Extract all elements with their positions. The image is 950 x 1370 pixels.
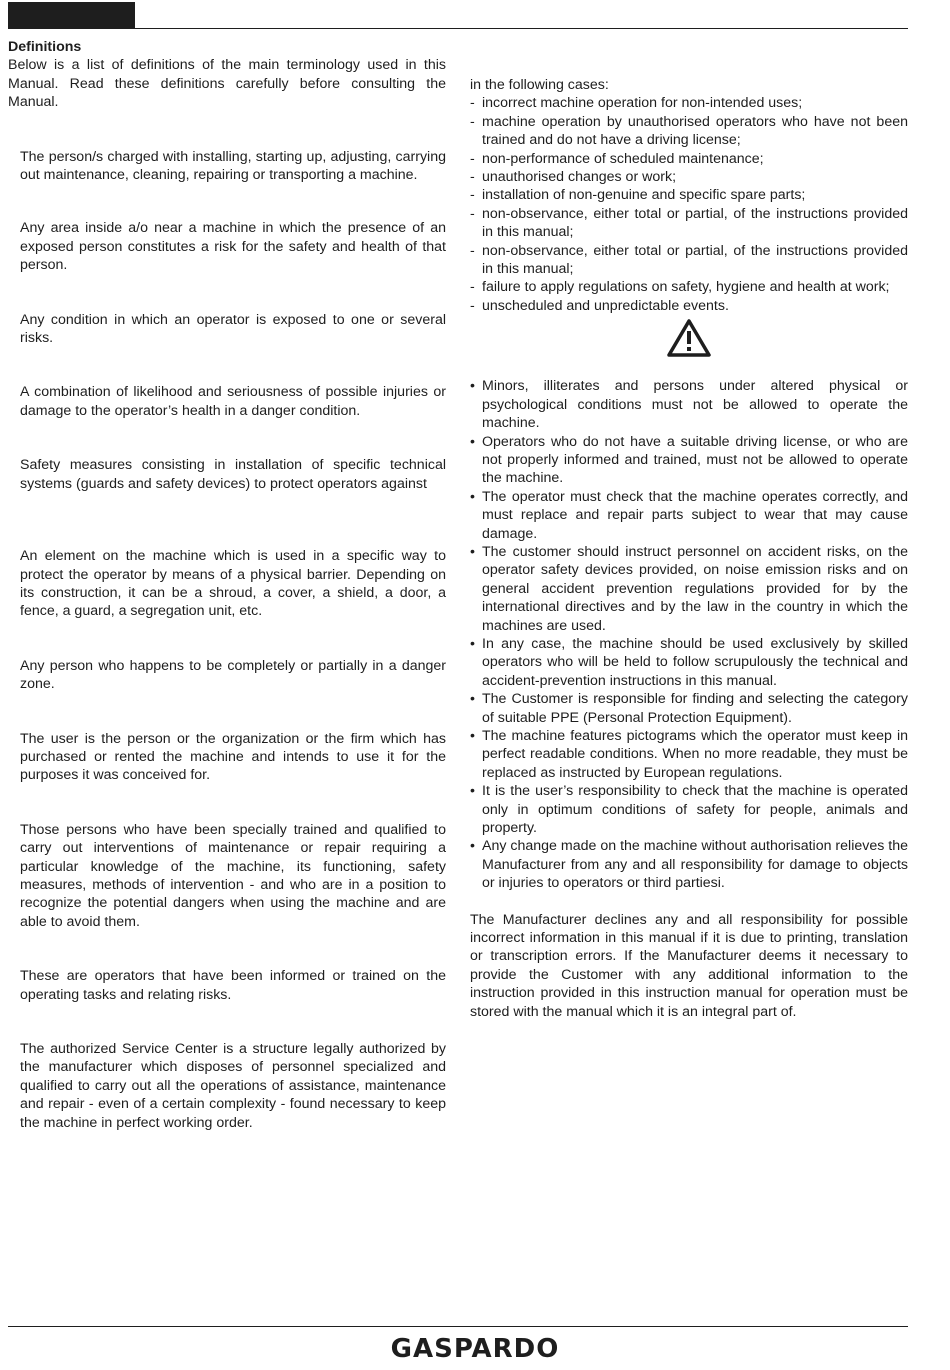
list-item: • The machine features pictograms which the operator must keep in perfect readable conditions. When no more readable, they must be replaced as instructed by European regulations. [470, 727, 908, 782]
list-item: - machine operation by unauthorised operators who have not been trained and do not have a driving license; [470, 113, 908, 150]
list-item: • The Customer is responsible for finding and selecting the category of suitable PPE (Personal Protection Equipment). [470, 690, 908, 727]
list-item: • It is the user’s responsibility to check that the machine is operated only in optimum conditions of safety for people, animals and property. [470, 782, 908, 837]
header-tab [8, 2, 135, 28]
list-item: - incorrect machine operation for non-intended uses; [470, 94, 908, 112]
definition-item: A combination of likelihood and seriousness of possible injuries or damage to the operator’s health in a danger condition. [20, 384, 446, 419]
list-item: • In any case, the machine should be used exclusively by skilled operators who will be held to follow scrupulously the technical and accident-prevention instructions in this manual. [470, 635, 908, 690]
definitions-list [20, 112, 446, 1132]
closing-paragraph: The Manufacturer declines any and all responsibility for possible incorrect information in this manual if it is due to printing, translation or transcription errors. If the Manufacturer deems it necessary to provide the Customer with any additional information to the instruction provided in this instruction manual for operation must be stored with the manual which it is an integral part of. [470, 911, 908, 1020]
definition-item: Those persons who have been specially trained and qualified to carry out interventions of maintenance or repair requiring a particular knowledge of the machine, its functioning, safety measures, methods of intervention - and who are in a position to recognize the potential dangers when using the machine and are able to avoid them. [20, 821, 446, 930]
definition-item: Any condition in which an operator is exposed to one or several risks. [20, 311, 446, 347]
warning-block [470, 315, 908, 377]
list-item: • Minors, illiterates and persons under altered physical or psychological conditions must not be allowed to operate the machine. [470, 377, 908, 432]
cases-lead: in the following cases: [470, 77, 609, 93]
warning-triangle-icon [667, 319, 711, 357]
list-item: - non-performance of scheduled maintenance; [470, 150, 908, 168]
safety-bullets [470, 377, 908, 892]
footer-rule [8, 1326, 908, 1327]
list-item: - non-observance, either total or partial, of the instructions provided in this manual; [470, 205, 908, 242]
definition-item: Any area inside a/o near a machine in which the presence of an exposed person constitutes a risk for the safety and health of that person. [20, 220, 446, 274]
list-item: • The customer should instruct personnel on accident risks, on the operator safety devices provided, on noise emission risks and on general accident prevention regulations provided for by the international directives and by the law in the country in which the machines are used. [470, 543, 908, 635]
header-rule [8, 28, 908, 29]
section-title: Definitions [8, 39, 82, 55]
definition-item: Safety measures consisting in installation of specific technical systems (guards and safety devices) to protect operators against [20, 457, 446, 492]
definition-item: Any person who happens to be completely or partially in a danger zone. [20, 657, 446, 693]
list-item: - unauthorised changes or work; [470, 168, 908, 186]
definition-item: An element on the machine which is used in a specific way to protect the operator by means of a physical barrier. Depending on its construction, it can be a shroud, a cover, a shield, a door, a fence, a guard, a segregation unit, etc. [20, 548, 446, 620]
list-item: • The operator must check that the machine operates correctly, and must replace and repair parts subject to wear that may cause damage. [470, 488, 908, 543]
list-item: - unscheduled and unpredictable events. [470, 297, 908, 315]
brand-logo: GASPARDO [390, 1334, 560, 1364]
list-item: - failure to apply regulations on safety, hygiene and health at work; [470, 278, 908, 296]
left-column [8, 38, 446, 1132]
definition-item: The user is the person or the organization or the firm which has purchased or rented the machine and intends to use it for the purposes it was conceived for. [20, 730, 446, 784]
list-item: - non-observance, either total or partial, of the instructions provided in this manual; [470, 242, 908, 279]
intro-paragraph: Below is a list of definitions of the main terminology used in this Manual. Read these definitions carefully before consulting the Manual. [8, 57, 446, 111]
definition-item: These are operators that have been informed or trained on the operating tasks and relating risks. [20, 968, 446, 1003]
list-item: • Any change made on the machine without authorisation relieves the Manufacturer from any and all responsibility for damage to objects or injuries to operators or third partiesi. [470, 837, 908, 892]
right-column [470, 76, 908, 1021]
list-item: - installation of non-genuine and specific spare parts; [470, 186, 908, 204]
definition-item: The authorized Service Center is a structure legally authorized by the manufacturer which disposes of personnel specialized and qualified to carry out all the operations of assistance, maintenance and repair - even of a certain complexity - found necessary to keep the machine in perfect working order. [20, 1041, 446, 1131]
cases-list [470, 94, 908, 315]
definition-item: The person/s charged with installing, starting up, adjusting, carrying out maintenance, cleaning, repairing or transporting a machine. [20, 148, 446, 184]
list-item: • Operators who do not have a suitable driving license, or who are not properly informed and trained, must not be allowed to operate the machine. [470, 433, 908, 488]
